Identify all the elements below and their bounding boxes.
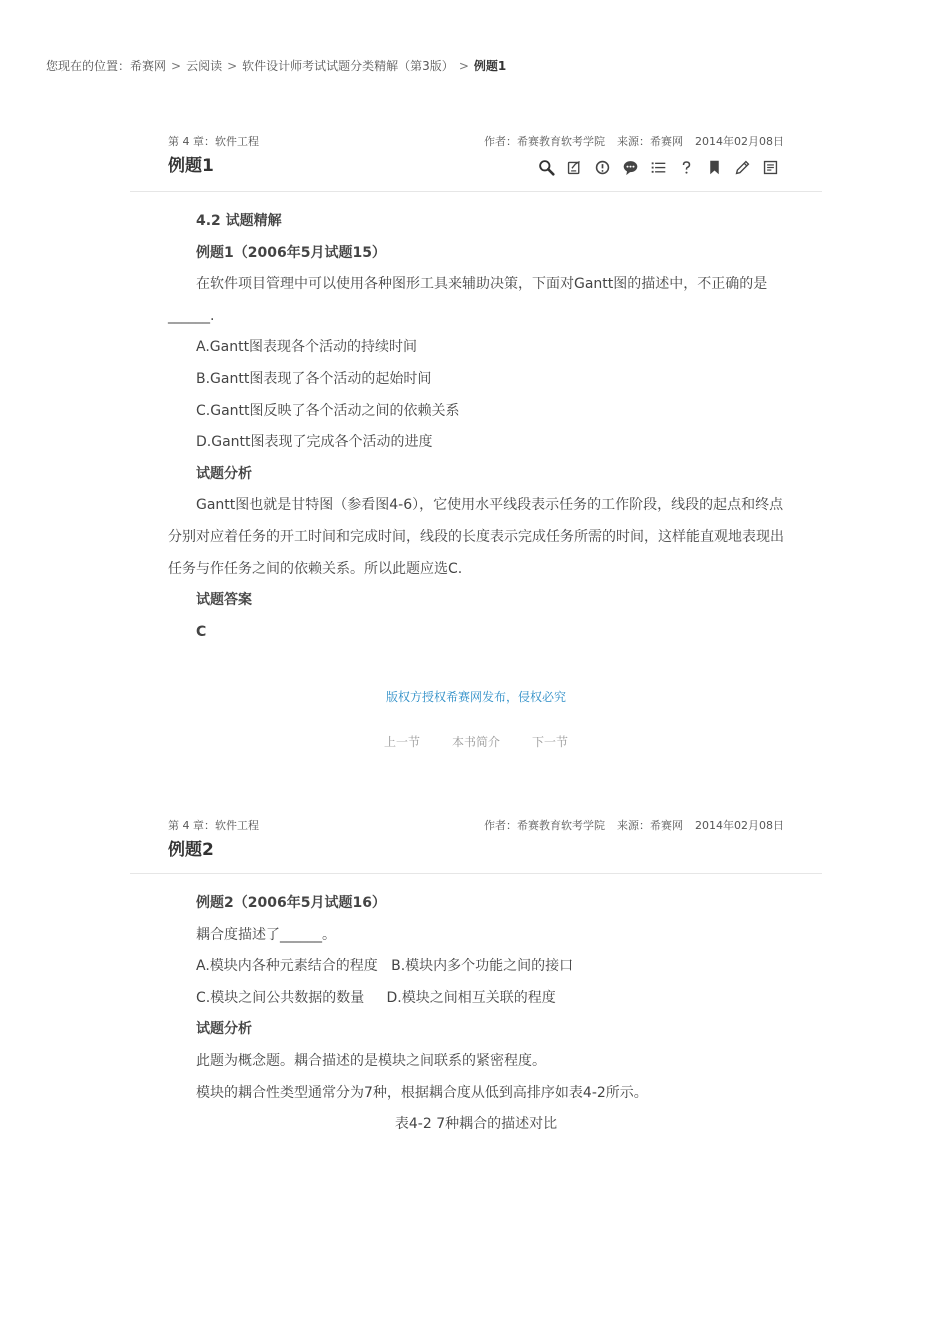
article-meta <box>472 133 784 149</box>
paragraph: 例题1（2006年5月试题15） <box>196 244 386 261</box>
breadcrumb-current: 例题1 <box>473 59 507 73</box>
paragraph: C <box>196 623 207 640</box>
paragraph: 试题答案 <box>196 592 252 609</box>
paragraph: 此题为概念题。耦合描述的是模块之间联系的紧密程度。 <box>196 1052 546 1069</box>
next-section-link[interactable]: 下一节 <box>532 735 569 750</box>
breadcrumb-separator: > <box>171 59 182 73</box>
document-icon[interactable] <box>756 157 784 177</box>
author-label: 作者：希赛教育软考学院 <box>484 819 605 832</box>
paragraph: A.模块内各种元素结合的程度 B.模块内多个功能之间的接口 <box>196 958 574 975</box>
breadcrumb-separator: > <box>227 59 238 73</box>
copyright-notice: 版权方授权希赛网发布，侵权必究 <box>385 690 566 705</box>
paragraph: 试题分析 <box>196 465 252 482</box>
paragraph: A.Gantt图表现各个活动的持续时间 <box>196 339 418 356</box>
breadcrumb-link-book[interactable]: 软件设计师考试试题分类精解（第3版） <box>242 59 454 73</box>
paragraph: D.Gantt图表现了完成各个活动的进度 <box>196 434 433 451</box>
breadcrumb-separator: > <box>458 59 469 73</box>
pencil-icon[interactable] <box>728 157 756 177</box>
book-intro-link[interactable]: 本书简介 <box>451 735 500 750</box>
article-header <box>130 817 822 874</box>
article-title: 例题2 <box>168 840 214 860</box>
article-toolbar <box>532 157 784 177</box>
paragraph: Gantt图也就是甘特图（参看图4-6），它使用水平线段表示任务的工作阶段，线段的起点和终点分别对应着任务的开工时间和完成时间，线段的长度表示完成任务所需的时间，这样能直观地表现出任务与作任务之间的依赖关系。所以此题应选C. <box>168 497 784 577</box>
paragraph: B.Gantt图表现了各个活动的起始时间 <box>196 370 432 387</box>
article-header <box>130 133 822 192</box>
date-label: 2014年02月08日 <box>695 135 784 148</box>
chapter-label: 第 4 章：软件工程 <box>168 819 259 832</box>
comment-icon[interactable] <box>616 157 644 177</box>
pager <box>130 733 822 750</box>
paragraph: 例题2（2006年5月试题16） <box>196 895 386 911</box>
table-caption: 表4-2 7种耦合的描述对比 <box>394 1116 558 1133</box>
breadcrumb-link-cloud-read[interactable]: 云阅读 <box>186 59 223 73</box>
breadcrumb-link-home[interactable]: 希赛网 <box>130 59 167 73</box>
paragraph: C.Gantt图反映了各个活动之间的依赖关系 <box>196 402 460 419</box>
question-icon[interactable] <box>672 157 700 177</box>
list-icon[interactable] <box>644 157 672 177</box>
article-example-2 <box>130 817 822 1141</box>
paragraph: ______. <box>168 307 215 324</box>
prev-section-link[interactable]: 上一节 <box>383 735 420 750</box>
paragraph: C.模块之间公共数据的数量 D.模块之间相互关联的程度 <box>196 989 556 1006</box>
search-icon[interactable] <box>532 157 560 177</box>
paragraph: 模块的耦合性类型通常分为7种，根据耦合度从低到高排序如表4-2所示。 <box>196 1084 648 1101</box>
bookmark-icon[interactable] <box>700 157 728 177</box>
source-label: 来源：希赛网 <box>617 819 683 832</box>
paragraph: 在软件项目管理中可以使用各种图形工具来辅助决策，下面对Gantt图的描述中，不正确的是 <box>196 276 768 293</box>
chapter-label: 第 4 章：软件工程 <box>168 135 259 148</box>
date-label: 2014年02月08日 <box>695 819 784 832</box>
article-example-1 <box>130 133 822 750</box>
alert-icon[interactable] <box>588 157 616 177</box>
note-icon[interactable] <box>560 157 588 177</box>
breadcrumb <box>46 57 506 74</box>
paragraph: 4.2 试题精解 <box>196 213 282 229</box>
paragraph: 耦合度描述了______。 <box>196 926 336 943</box>
breadcrumb-prefix: 您现在的位置： <box>46 59 131 73</box>
source-label: 来源：希赛网 <box>617 135 683 148</box>
author-label: 作者：希赛教育软考学院 <box>484 135 605 148</box>
article-content <box>130 874 822 1141</box>
paragraph: 试题分析 <box>196 1021 252 1038</box>
article-title: 例题1 <box>168 156 214 176</box>
article-meta <box>472 817 784 833</box>
article-content <box>130 192 822 648</box>
